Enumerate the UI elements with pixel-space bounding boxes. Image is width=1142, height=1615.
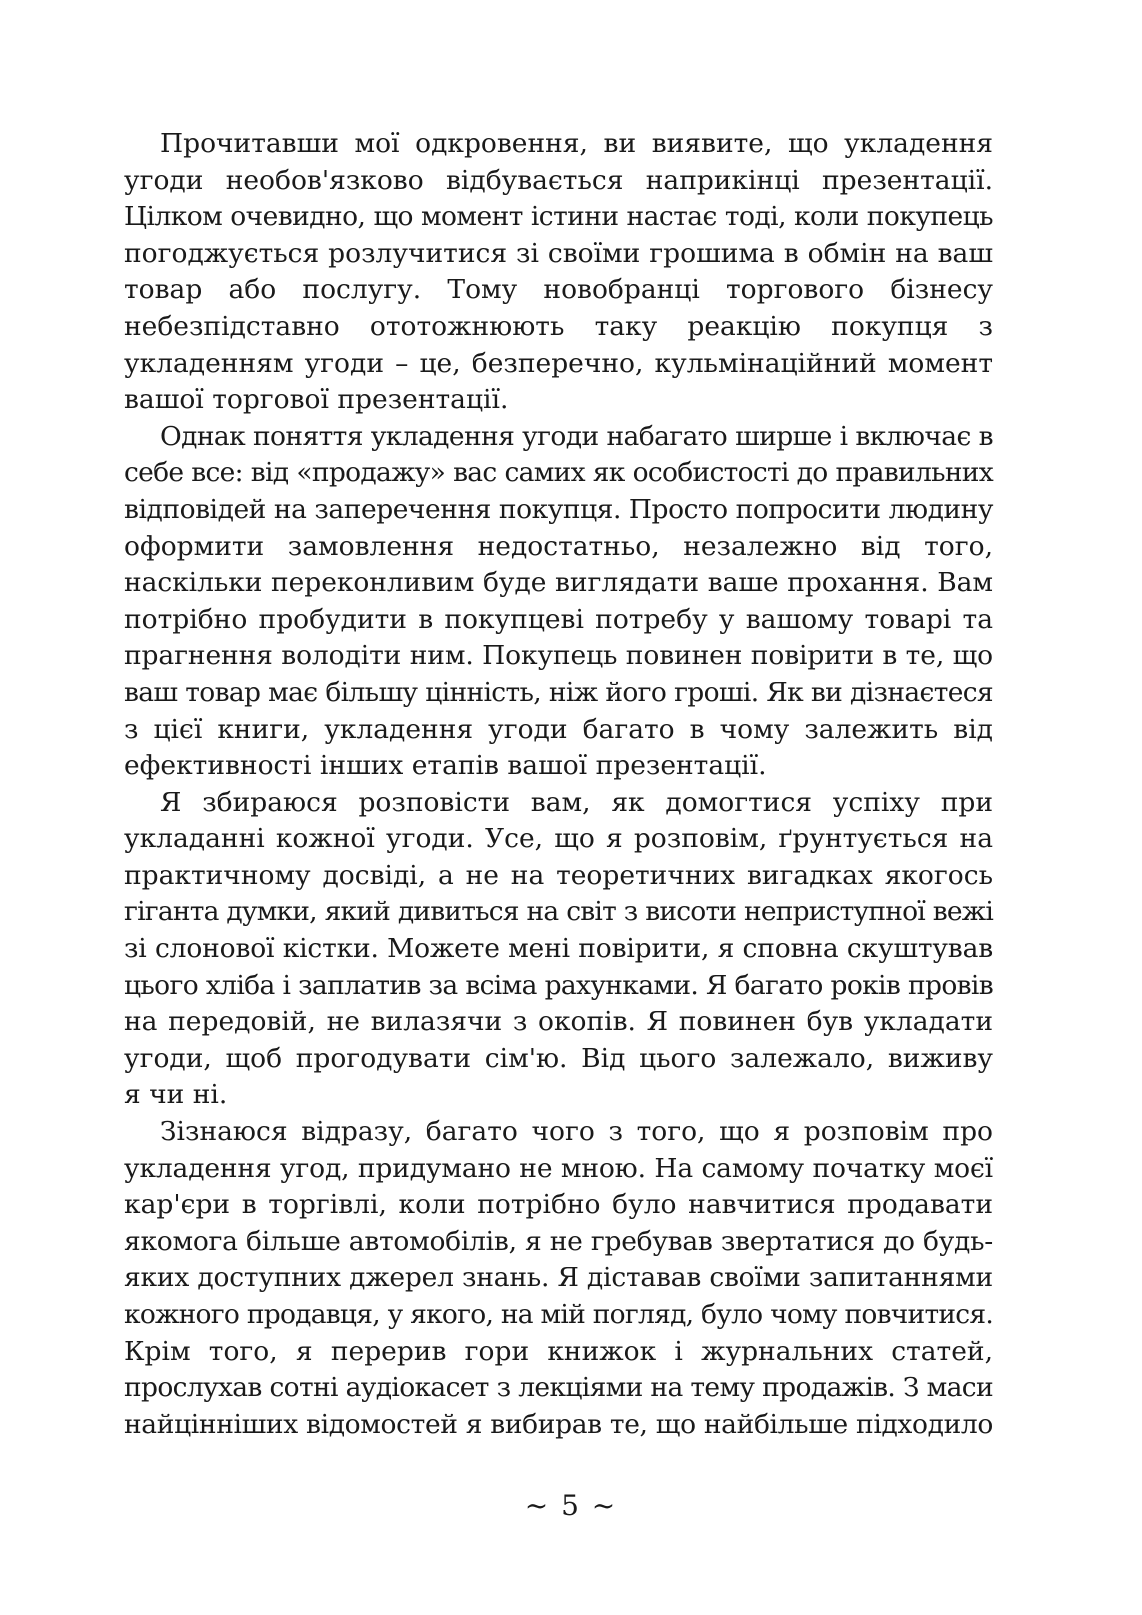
paragraph-2-line-7: прагнення володіти ним. Покупець повинен повірити в те, що [124,640,993,672]
paragraph-2-line-3: відповідей на заперечення покупця. Просто попросити людину [124,493,994,525]
paragraph-4-line-3: кар'єри в торгівлі, коли потрібно було навчитися продавати [124,1189,993,1221]
paragraph-1-line-4: погоджується розлучитися зі своїми грошима в обмін на ваш [124,237,993,269]
paragraph-4-line-2: укладення угод, придумано не мною. На самому початку моєї [124,1152,993,1184]
paragraph-1-line-2: угоди необов'язково відбувається наприкінці презентації. [124,164,993,196]
paragraph-4-line-4: якомога більше автомобілів, я не гребував звертатися до будь- [124,1225,993,1257]
paragraph-4-line-7: Крім того, я перерив гори книжок і журнальних статей, [124,1335,993,1367]
paragraph-3-line-3: практичному досвіді, а не на теоретичних вигадках якогось [124,859,993,891]
paragraph-1-line-3: Цілком очевидно, що момент істини настає тоді, коли покупець [124,201,993,233]
paragraph-1-line-6: небезпідставно ототожнюють таку реакцію покупця з [124,310,993,342]
paragraph-4-line-5: яких доступних джерел знань. Я діставав своїми запитаннями [124,1262,993,1294]
paragraph-3-line-7: на передовій, не вилазячи з окопів. Я повинен був укладати [124,1006,993,1038]
paragraph-4-line-6: кожного продавця, у якого, на мій погляд, було чому повчитися. [124,1299,993,1330]
paragraph-1-line-8: вашої торгової презентації. [124,384,509,416]
paragraph-2-line-9: з цієї книги, укладення угоди багато в чому залежить від [124,713,993,745]
paragraph-3-line-5: зі слонової кістки. Можете мені повірити, я сповна скуштував [124,933,993,965]
paragraph-2-line-6: потрібно пробудити в покупцеві потребу у вашому товарі та [124,603,993,635]
paragraph-2-line-1: Однак поняття укладення угоди набагато ширше і включає в [160,420,993,452]
paragraph-4-line-1: Зізнаюся відразу, багато чого з того, що я розповім про [160,1116,993,1148]
paragraph-3-line-8: угоди, щоб прогодувати сім'ю. Від цього залежало, виживу [124,1042,993,1074]
paragraph-1-line-1: Прочитавши мої одкровення, ви виявите, що укладення [160,128,993,159]
paragraph-3-line-4: гіганта думки, який дивиться на світ з висоти неприступної вежі [124,896,993,928]
paragraph-2-line-2: себе все: від «продажу» вас самих як особистості до правильних [124,457,993,489]
paragraph-3-line-1: Я збираюся розповісти вам, як домогтися успіху при [160,786,993,818]
paragraph-4-line-9: найцінніших відомостей я вибирав те, що найбільше підходило [124,1408,993,1440]
paragraph-1-line-7: укладенням угоди – це, безперечно, кульмінаційний момент [124,347,993,379]
page-number: ~ 5 ~ [524,1489,618,1522]
paragraph-2-line-8: ваш товар має більшу цінність, ніж його гроші. Як ви дізнаєтеся [124,676,993,708]
body-text [124,126,993,1443]
paragraph-1-line-5: товар або послугу. Тому новобранці торгового бізнесу [124,274,993,306]
paragraph-3-line-6: цього хліба і заплатив за всіма рахунками. Я багато років провів [124,969,993,1001]
paragraph-2-line-10: ефективності інших етапів вашої презентації. [124,750,767,782]
paragraph-4-line-8: прослухав сотні аудіокасет з лекціями на тему продажів. З маси [124,1372,993,1404]
paragraph-2-line-5: наскільки переконливим буде виглядати ваше прохання. Вам [124,567,993,599]
paragraph-3-line-9: я чи ні. [124,1079,228,1111]
paragraph-2-line-4: оформити замовлення недостатньо, незалежно від того, [124,530,993,562]
paragraph-3-line-2: укладанні кожної угоди. Усе, що я розповім, ґрунтується на [124,823,993,855]
